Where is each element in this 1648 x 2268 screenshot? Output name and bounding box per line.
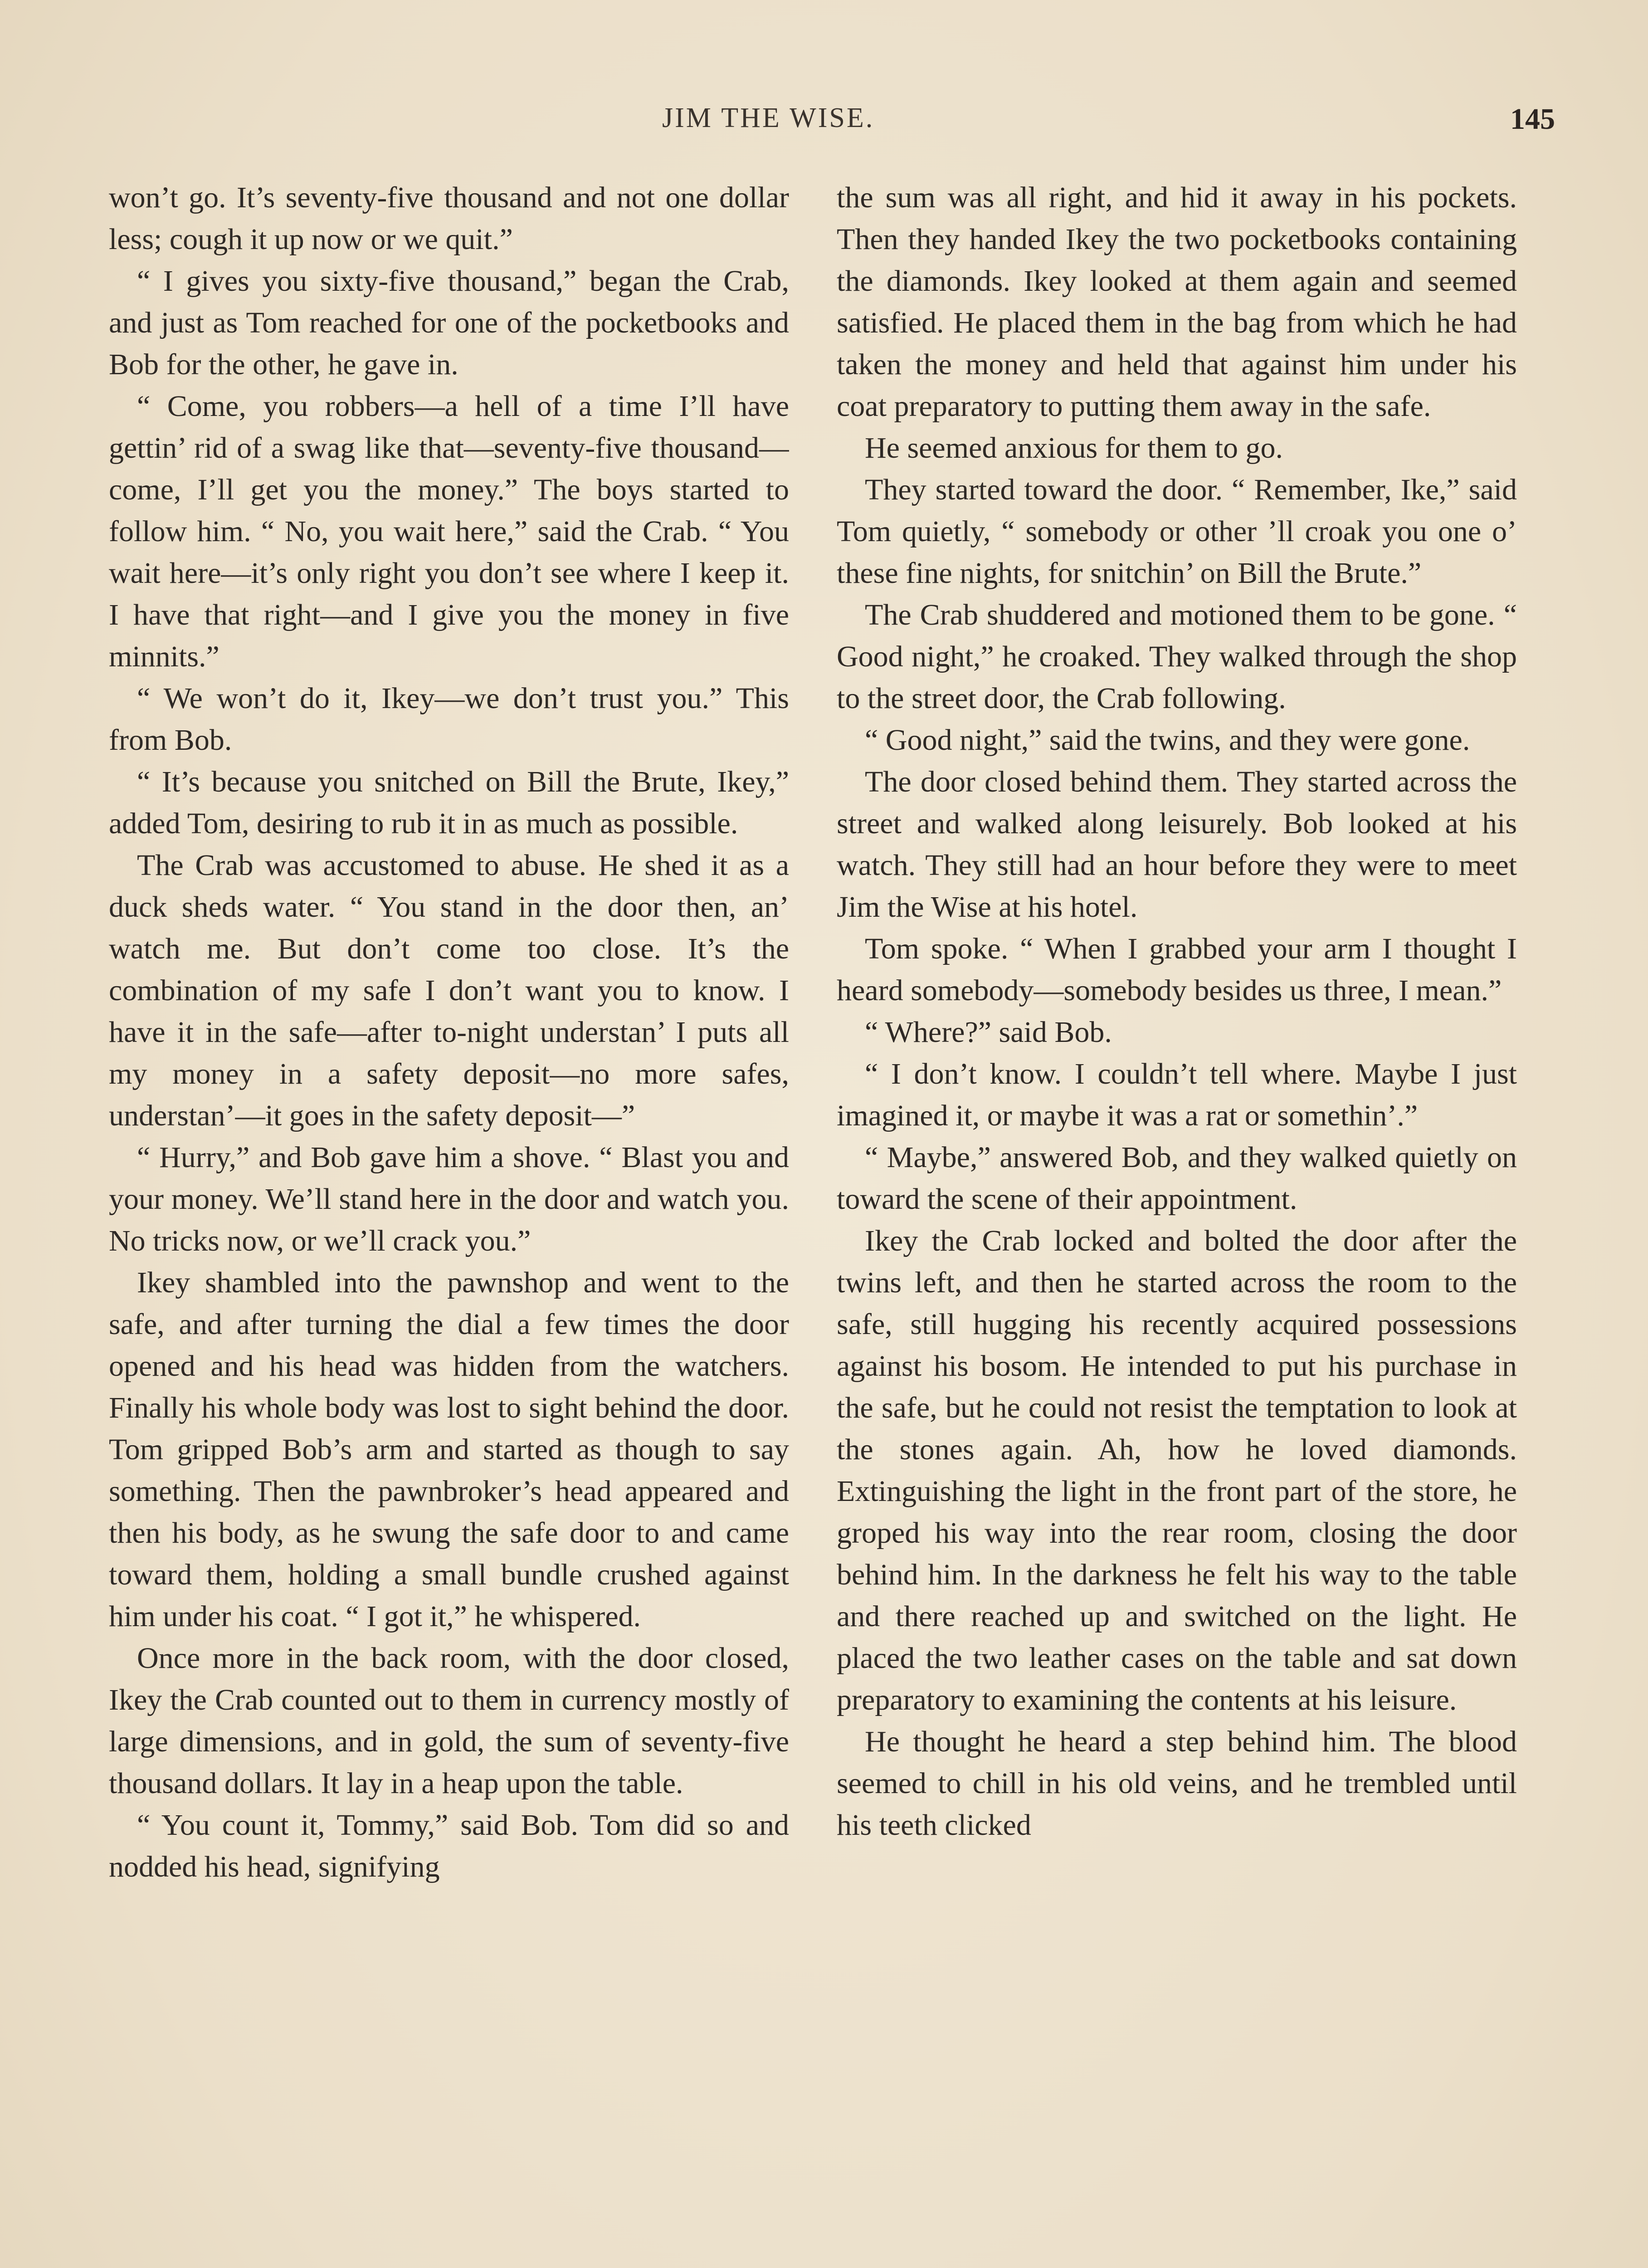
- page-header: [0, 102, 1648, 152]
- paragraph: Ikey shambled into the pawnshop and went to the safe, and after turning the dial a few times the door opened and his head was hidden from the watchers. Finally his whole body was lost to sight behind the door. Tom gripped Bob’s arm and started as though to say something. Then the pawnbroker’s head appeared and then his body, as he swung the safe door to and came toward them, holding a small bundle crushed against him under his coat. “ I got it,” he whispered.: [109, 1266, 789, 1633]
- paragraph: Ikey the Crab locked and bolted the door after the twins left, and then he started across the room to the safe, still hugging his recently acquired possessions against his bosom. He intended to put his purchase in the safe, but he could not resist the temptation to look at the stones again. Ah, how he loved diamonds. Extinguishing the light in the front part of the store, he groped his way into the rear room, closing the door behind him. In the darkness he felt his way to the table and there reached up and switched on the light. He placed the two leather cases on the table and sat down preparatory to examining the contents at his leisure.: [837, 1224, 1517, 1716]
- paragraph: “ Maybe,” answered Bob, and they walked quietly on toward the scene of their appointment.: [837, 1141, 1517, 1216]
- paragraph: They started toward the door. “ Remember, Ike,” said Tom quietly, “ somebody or other ’ll croak you one o’ these fine nights, for snitchin’ on Bill the Brute.”: [837, 473, 1517, 590]
- paragraph: The Crab shuddered and motioned them to be gone. “ Good night,” he croaked. They walked through the shop to the street door, the Crab following.: [837, 598, 1517, 715]
- paragraph: “ Where?” said Bob.: [865, 1016, 1112, 1049]
- paragraph: He thought he heard a step behind him. The blood seemed to chill in his old veins, and he trembled until his teeth clicked: [837, 1725, 1517, 1842]
- left-column: [109, 177, 789, 2268]
- paragraph: He seemed anxious for them to go.: [865, 431, 1283, 464]
- paragraph: “ Come, you robbers—a hell of a time I’ll have gettin’ rid of a swag like that—seventy-five thousand—come, I’ll get you the money.” The boys started to follow him. “ No, you wait here,” said the Crab. “ You wait here—it’s only right you don’t see where I keep it. I have that right—and I give you the money in five minnits.”: [109, 390, 789, 673]
- paragraph: “ You count it, Tommy,” said Bob. Tom did so and nodded his head, signifying: [109, 1809, 789, 1883]
- paragraph: The door closed behind them. They started across the street and walked along leisurely. Bob looked at his watch. They still had an hour before they were to meet Jim the Wise at his hotel.: [837, 765, 1517, 924]
- page-number: 145: [1510, 103, 1555, 136]
- paragraph: Tom spoke. “ When I grabbed your arm I thought I heard somebody—somebody besides us three, I mean.”: [837, 932, 1517, 1007]
- paragraph: the sum was all right, and hid it away in his pockets. Then they handed Ikey the two pocketbooks containing the diamonds. Ikey looked at them again and seemed satisfied. He placed them in the bag from which he had taken the money and held that against him under his coat preparatory to putting them away in the safe.: [837, 181, 1517, 423]
- paragraph: “ Good night,” said the twins, and they were gone.: [865, 723, 1470, 757]
- paragraph: “ I don’t know. I couldn’t tell where. Maybe I just imagined it, or maybe it was a rat or somethin’.”: [837, 1057, 1517, 1132]
- paragraph: won’t go. It’s seventy-five thousand and not one dollar less; cough it up now or we quit.”: [109, 181, 789, 256]
- paragraph: Once more in the back room, with the door closed, Ikey the Crab counted out to them in currency mostly of large dimensions, and in gold, the sum of seventy-five thousand dollars. It lay in a heap upon the table.: [109, 1642, 789, 1800]
- paragraph: “ Hurry,” and Bob gave him a shove. “ Blast you and your money. We’ll stand here in the door and watch you. No tricks now, or we’ll crack you.”: [109, 1141, 789, 1257]
- paragraph: “ It’s because you snitched on Bill the Brute, Ikey,” added Tom, desiring to rub it in as much as possible.: [109, 765, 789, 840]
- running-title: JIM THE WISE.: [662, 103, 875, 133]
- paragraph: “ I gives you sixty-five thousand,” began the Crab, and just as Tom reached for one of the pocketbooks and Bob for the other, he gave in.: [109, 264, 789, 381]
- right-column: [837, 177, 1517, 2268]
- paragraph: “ We won’t do it, Ikey—we don’t trust you.” This from Bob.: [109, 682, 789, 757]
- paragraph: The Crab was accustomed to abuse. He shed it as a duck sheds water. “ You stand in the door then, an’ watch me. But don’t come too close. It’s the combination of my safe I don’t want you to know. I have it in the safe—after to-night understan’ I puts all my money in a safety deposit—no more safes, understan’—it goes in the safety deposit—”: [109, 849, 789, 1132]
